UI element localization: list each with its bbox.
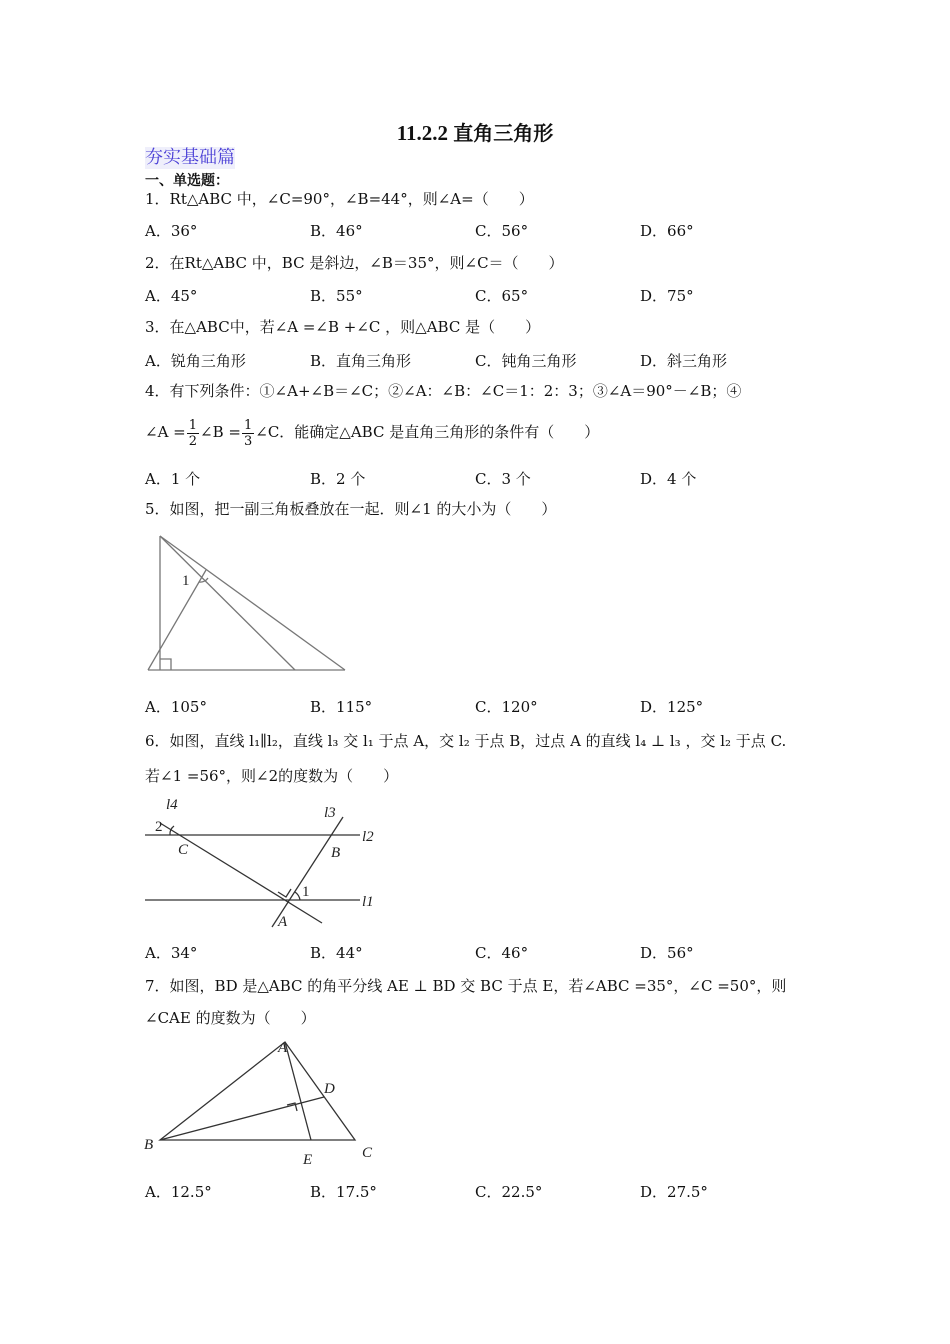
question-2-options	[145, 285, 825, 305]
label-l4: l4	[166, 797, 178, 813]
q4-angle-a: ∠A =	[145, 423, 186, 441]
option-d: D．56°	[640, 944, 694, 962]
line-l3	[272, 817, 343, 927]
fraction-one-half	[187, 418, 199, 449]
right-angle-mark	[278, 889, 291, 897]
angle-label-1: 1	[302, 884, 310, 900]
fraction-one-third	[242, 418, 254, 449]
label-c: C	[178, 842, 189, 858]
angle-label-2: 2	[155, 819, 163, 835]
numerator: 1	[188, 417, 198, 433]
label-a: A	[278, 914, 288, 930]
question-6-line-2: 若∠1 =56°，则∠2的度数为（ ）	[145, 767, 399, 785]
question-4-line-1: 4．有下列条件：①∠A+∠B＝∠C；②∠A：∠B：∠C＝1：2：3；③∠A＝90°－∠B；④	[145, 382, 742, 400]
section-tag: 夯实基础篇	[145, 147, 235, 168]
option-b: B．115°	[310, 698, 373, 716]
angle-label-1: 1	[182, 573, 190, 589]
label-c: C	[362, 1145, 373, 1161]
option-c: C．3 个	[475, 470, 531, 488]
option-a: A．锐角三角形	[145, 352, 246, 370]
option-a: A．36°	[145, 222, 198, 240]
segment-bd	[160, 1097, 324, 1140]
page-title	[0, 117, 950, 146]
option-d: D．4 个	[640, 470, 697, 488]
hypotenuse-large	[160, 536, 345, 670]
numerator: 1	[243, 417, 253, 433]
label-l1: l1	[362, 894, 374, 910]
question-5: 5．如图，把一副三角板叠放在一起．则∠1 的大小为（ ）	[145, 500, 557, 518]
angle-1-arc	[295, 892, 300, 900]
option-a: A．34°	[145, 944, 198, 962]
label-b: B	[144, 1137, 154, 1153]
option-b: B．直角三角形	[310, 352, 412, 370]
question-6-options	[145, 942, 825, 962]
option-b: B．17.5°	[310, 1183, 377, 1201]
option-c: C．钝角三角形	[475, 352, 577, 370]
right-angle-mark	[287, 1103, 297, 1111]
label-b: B	[331, 845, 341, 861]
q6-figure-parallel-lines	[140, 795, 380, 935]
option-d: D．斜三角形	[640, 352, 728, 370]
question-1-options	[145, 220, 825, 240]
denominator: 2	[188, 433, 198, 449]
option-d: D．27.5°	[640, 1183, 708, 1201]
question-4-line-2	[145, 415, 599, 449]
option-d: D．66°	[640, 222, 694, 240]
hypotenuse-small	[160, 536, 295, 670]
option-c: C．46°	[475, 944, 529, 962]
option-d: D．75°	[640, 287, 694, 305]
option-d: D．125°	[640, 698, 704, 716]
question-3-options	[145, 350, 825, 370]
subheading: 一、单选题：	[145, 173, 229, 189]
label-l2: l2	[362, 829, 374, 845]
question-3: 3．在△ABC中，若∠A =∠B +∠C ，则△ABC 是（ ）	[145, 318, 541, 336]
option-c: C．56°	[475, 222, 529, 240]
slant-edge	[148, 570, 206, 670]
question-7-options	[145, 1181, 825, 1201]
option-a: A．45°	[145, 287, 198, 305]
option-c: C．65°	[475, 287, 529, 305]
option-b: B．55°	[310, 287, 363, 305]
line-l4	[160, 823, 322, 923]
option-c: C．120°	[475, 698, 538, 716]
option-c: C．22.5°	[475, 1183, 543, 1201]
title-number: 11.2.2	[396, 121, 449, 145]
segment-ae	[285, 1042, 311, 1140]
q7-figure-triangle	[140, 1035, 385, 1170]
q4-angle-b: ∠B =	[200, 423, 241, 441]
question-1: 1．Rt△ABC 中，∠C=90°，∠B=44°，则∠A=（ ）	[145, 190, 534, 208]
question-6-line-1: 6．如图，直线 l₁∥l₂，直线 l₃ 交 l₁ 于点 A，交 l₂ 于点 B，过点 A 的直线 l₄ ⊥ l₃ ，交 l₂ 于点 C.	[145, 732, 787, 750]
question-7-line-1: 7．如图，BD 是△ABC 的角平分线 AE ⊥ BD 交 BC 于点 E，若∠ABC =35°，∠C =50°，则	[145, 977, 787, 995]
option-b: B．44°	[310, 944, 363, 962]
question-4-options	[145, 468, 825, 488]
question-2: 2．在Rt△ABC 中，BC 是斜边，∠B＝35°，则∠C＝（ ）	[145, 254, 564, 272]
option-a: A．12.5°	[145, 1183, 212, 1201]
right-angle-mark	[160, 659, 171, 670]
label-e: E	[303, 1152, 313, 1168]
option-b: B．46°	[310, 222, 363, 240]
title-text: 直角三角形	[453, 121, 554, 145]
option-a: A．1 个	[145, 470, 201, 488]
question-5-options	[145, 696, 825, 716]
option-b: B．2 个	[310, 470, 366, 488]
q5-figure-set-squares	[140, 528, 355, 678]
option-a: A．105°	[145, 698, 207, 716]
q4-angle-c: ∠C．能确定△ABC 是直角三角形的条件有（ ）	[255, 423, 600, 441]
label-a: A	[278, 1040, 288, 1056]
denominator: 3	[243, 433, 253, 449]
label-d: D	[324, 1081, 335, 1097]
label-l3: l3	[324, 805, 336, 821]
question-7-line-2: ∠CAE 的度数为（ ）	[145, 1009, 316, 1027]
